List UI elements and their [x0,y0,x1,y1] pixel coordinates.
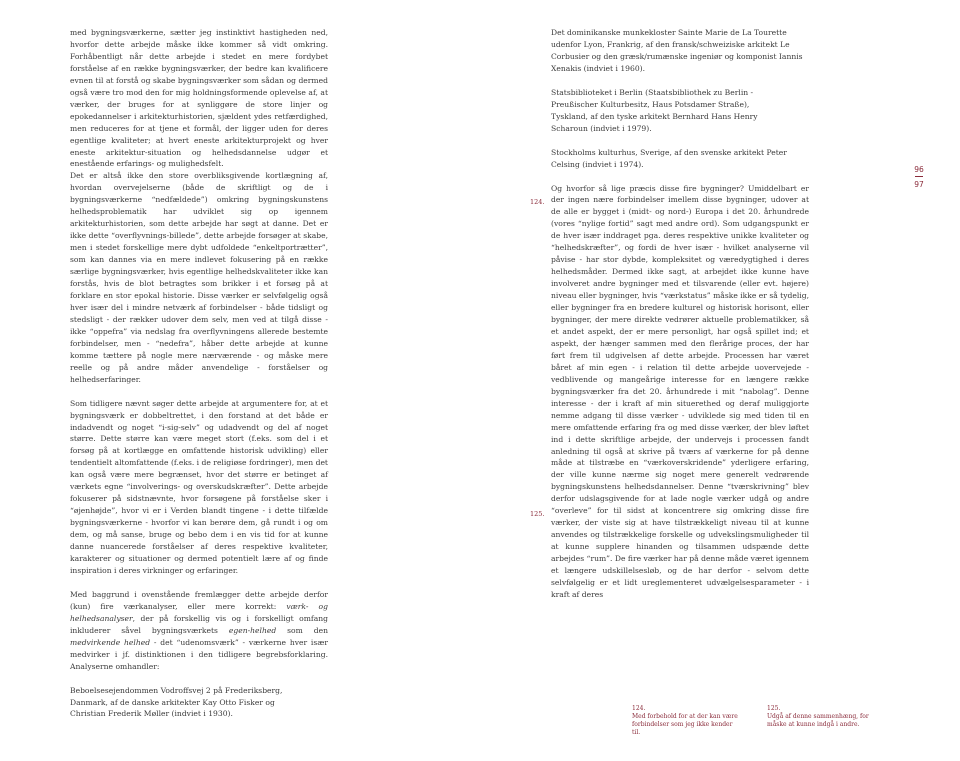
building-entry: Statsbiblioteket i Berlin (Staatsbibliothek zu Berlin - Preußischer Kulturbesitz, Haus Potsdamer Straße), Tyskland, af den tyske arkitekt Bernhard Hans Henry Scharoun (indviet i 1979). [551,87,758,133]
footnote-marker: 124. [530,198,545,206]
paragraph: Og hvorfor så lige præcis disse fire bygninger? Umiddelbart er der ingen nære forbindelser imellem disse bygninger, udover at de alle er bygget i (midt- og nord-) Europa i det 20. århundrede (vores “nylige fortid” sagt med andre ord). Som udgangspunkt er de hver især inddraget pga. deres respektive unikke kvaliteter og “helhedskræfter”, og fordi de hver især - hvilket analyserne vil påvise - har stor dybde, kompleksitet og væredygtighed i deres helhedsmåder. Dermed ikke sagt, at arbejdet ikke kunne have involveret andre bygninger med et tilsvarende (eller evt. højere) niveau eller bygninger, hvis “værkstatus” måske ikke er så tydelig, eller bygninger fra en bredere kulturel og historisk horisont, eller bygninger, der mere direkte vedrører aktuelle problematikker, så et andet aspekt, der er mere personligt, har også spillet ind; et aspekt, der hænger sammen med den flerårige proces, der har ført frem til udgivelsen af dette arbejde. Processen har været båret af min egen - i relation til dette arbejde uovervejede - vedblivende og mangeårige interesse for en længere række bygningsværker fra det 20. århundrede i mit “nabolag”. Denne interesse - der i kraft af min situerethed og deraf muliggjorte nemme adgang til disse værker - udviklede sig med tiden til en mere omfattende erfaring fra og med disse værker, der blev løftet ind i dette skriftlige arbejde, der undervejs i processen fandt anledning til også at skrive på tværs af værkerne for på denne måde at tilstræbe en “værkoverskridende” yderligere erfaring, der ville kunne nærme sig noget mere generelt vedrørende bygningskunstens helhedsdannelser. Denne “tværskrivning” blev derfor udslagsgivende for at lade nogle værker udgå og andre “overleve” for til sidst at koncentrere sig omkring disse fire værker, der viste sig at have tilstrækkeligt niveau til at kunne anvendes og tilstrækkelige forskelle og udvekslingsmuligheder til at kunne supplere hinanden og tilsammen udspænde dette arbejdes “rum”. De fire værker har på denne måde været igennem et længere udskillelsesløb, og de har derfor - selvom dette selvfølgelig er et lidt ureglementeret udvælgelsesparameter - i kraft af deres [551,183,809,599]
footnote: 124. Med forbehold for at der kan være forbindelser som jeg ikke kender til. [632,705,738,736]
page-number-right: 97 [914,180,924,189]
building-entry: Beboelsesejendommen Vodroffsvej 2 på Frederiksberg, Danmark, af de danske arkitekter Kay Otto Fisker og Christian Frederik Møller (indviet i 1930). [70,685,283,719]
footnote: 125. Udgå af denne sammenhæng, for måske at kunne indgå i andre. [767,705,869,728]
building-entry: Stockholms kulturhus, Sverige, af den svenske arkitekt Peter Celsing (indviet i 1974). [551,147,787,169]
building-entry: Det dominikanske munkekloster Sainte Marie de La Tourette udenfor Lyon, Frankrig, af den fransk/schweiziske arkitekt Le Corbusier og den græsk/rumænske ingeniør og komponist Iannis Xenakis (indviet i 1960). [551,28,803,73]
page-number-divider [915,176,923,177]
footnote-marker: 125. [530,510,545,518]
paragraph: Som tidligere nævnt søger dette arbejde at argumentere for, at et bygningsværk er dobbeltrettet, i den forstand at det både er indadvendt og noget “i-sig-selv” og udadvendt og del af noget større. Dette større kan være meget stort (f.eks. som del i et forsøg på at kortlægge en omfattende historisk udvikling) eller tendentielt altomfattende (f.eks. i de religiøse fordringer), men det kan også være mere begrænset, hvor det større er betinget af værkets egne “involverings- og overskudskræfter”. Dette arbejde fokuserer på sidstnævnte, hvor forsøgene på forståelse sker i “øjenhøjde”, hvor vi er i Verden blandt tingene - i dette tilfælde bygningsværkerne - hvorfor vi kan berøre dem, gå rundt i og om dem, og må sanse, bruge og bebo dem i en vis tid for at kunne danne nuancerede forståelser af deres respektive kvaliteter, karakterer og situationer og dermed potentielt lære af og finde inspiration i deres virkninger og erfaringer. [70,398,328,575]
right-page-text [551,27,809,601]
paragraph: Det er altså ikke den store overbliksgivende kortlægning af, hvordan overvejelserne (både de skriftligt og de i bygningsværkerne “nedfældede”) omkring bygningskunstens helhedsproblematik har udviklet sig op igennem arkitekturhistorien, som dette arbejde har søgt at danne. Det er ikke dette “overflyvnings-billede”, dette arbejde forsøger at skabe, men i stedet forskellige mere dybt udfoldede “enkeltportrætter”, som kan dannes via en mere indlevet fokusering på en række særlige bygningsværker, hvis egentlige helhedskvaliteter ikke kan forstås, hvis de blot betragtes som brikker i et forsøg på at forklare en stor epokal historie. Disse værker er selvfølgelig også hver især del i mindre netværk af forbindelser - både tidsligt og stedsligt - der rækker udover dem selv, men ved at tilgå disse - ikke “oppefra” via nedslag fra overflyvningens allerede bestemte forbindelser, men - “nedefra”, håber dette arbejde at kunne komme tættere på nogle mere nærværende - og måske mere reelle og på andre måder anvendelige - forståelser og helhedserfaringer. [70,171,328,384]
page-numbers [912,165,926,189]
paragraph: Med baggrund i ovenstående fremlægger dette arbejde derfor (kun) fire værkanalyser, eller mere korrekt: værk- og helhedsanalyser, der på forskellig vis og i forskelligt omfang inkluderer såvel bygningsværkets egen-helhed som den medvirkende helhed - det “udenomsværk” - værkerne hver især medvirker i jf. distinktionen i den tidligere begrebsforklaring. Analyserne omhandler: [70,589,329,671]
page-number-left: 96 [914,165,924,174]
paragraph: med bygningsværkerne, sætter jeg instinktivt hastigheden ned, hvorfor dette arbejde måske ikke kommer så vidt omkring. Forhåbentligt når dette arbejde i stedet en mere fordybet forståelse af en række bygningsværker, der bedre kan kvalificere evnen til at forstå og skabe bygningsværker som sådan og dermed også være tro mod den for mig holdningsformende oplevelse af, at værker, der bruges for at synliggøre de store linjer og epokedannelser i arkitekturhistorien, sjældent ydes retfærdighed, men reduceres for at tjene et formål, der ligger uden for deres egentlige kvaliteter; at hvert eneste arkitekturprojekt og hver eneste arkitektur-situation og helhedsdannelse udgør et enestående erfarings- og mulighedsfelt. [70,28,328,169]
left-page-text [70,27,328,720]
